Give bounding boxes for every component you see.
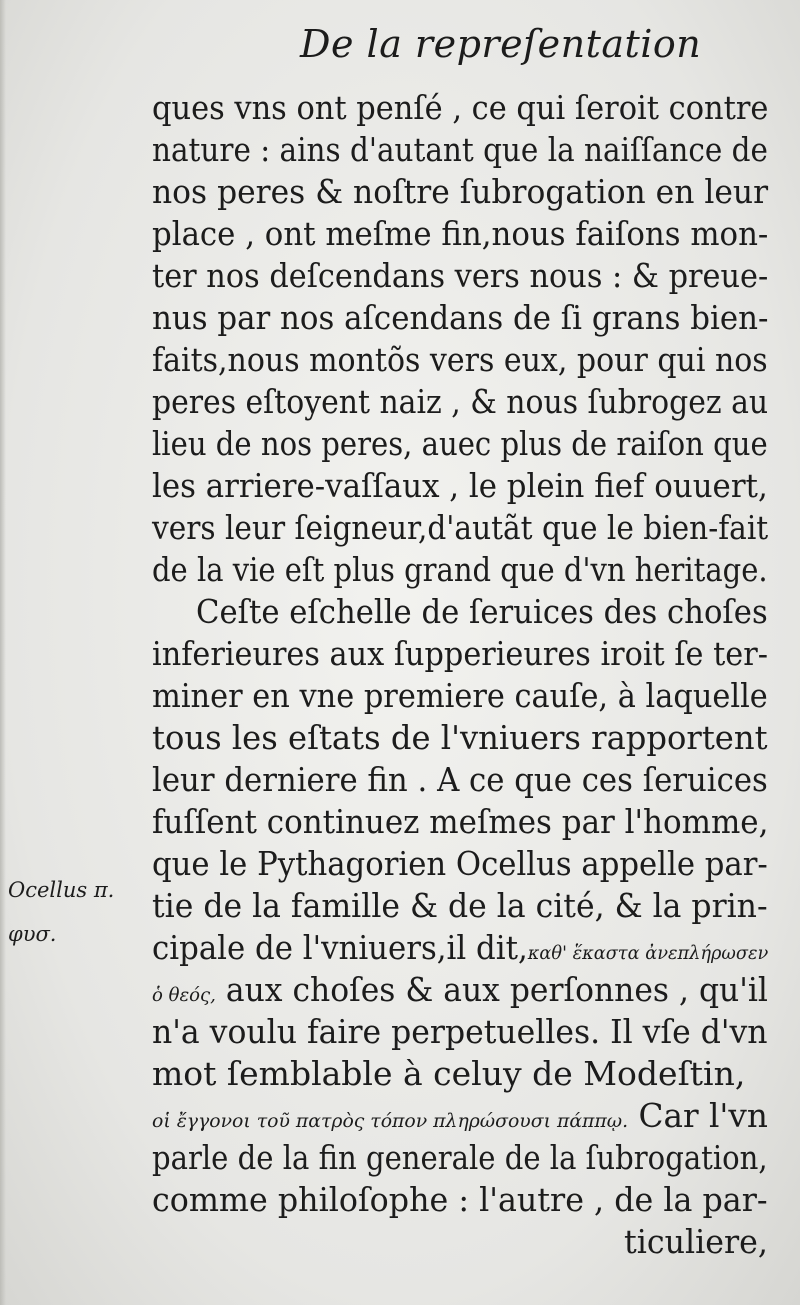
text-line-with-greek [152, 1096, 768, 1136]
greek-quotation: καθ' ἕκαστα ἀνεπλήρωσεν [527, 942, 769, 964]
text-line: peres eſtoyent naiz , & nous ſubrogez au [152, 382, 769, 421]
text-segment: aux choſes & aux perſonnes , qu'il [215, 970, 768, 1009]
text-line: vers leur ſeigneur,d'autãt que le bien-fait [152, 508, 769, 547]
greek-quotation: οἱ ἔγγονοι τοῦ πατρὸς τόπον πληρώσουσι πάππῳ. [152, 1110, 629, 1132]
text-line-with-greek [152, 928, 768, 968]
text-line: les arriere-vaſſaux , le plein fief ouuert, [152, 466, 768, 505]
text-line: faits,nous montõs vers eux, pour qui nos [152, 340, 768, 379]
text-segment: Car l'vn [628, 1096, 768, 1135]
text-line: place , ont meſme fin,nous faiſons mon- [152, 214, 769, 253]
text-line: tous les eſtats de l'vniuers rapportent [152, 718, 768, 757]
catchword-line: ticuliere, [624, 1222, 768, 1261]
text-line: nos peres & noſtre ſubrogation en leur [152, 172, 769, 211]
text-line: fuſſent continuez meſmes par l'homme, [152, 802, 769, 841]
running-head: De la repreſentation [300, 22, 702, 66]
text-line: lieu de nos peres, auec plus de raiſon que [152, 424, 768, 463]
text-line: ter nos deſcendans vers nous : & preue- [152, 256, 769, 295]
paragraph-start-line: Ceſte eſchelle de ſeruices des choſes [196, 592, 768, 631]
text-line: n'a voulu faire perpetuelles. Il vſe d'vn [152, 1012, 768, 1051]
page-edge-shadow [0, 0, 6, 1305]
text-line: miner en vne premiere cauſe, à laquelle [152, 676, 768, 715]
text-segment: cipale de l'vniuers,il dit, [152, 928, 528, 967]
text-line: mot ſemblable à celuy de Modeſtin, [152, 1054, 746, 1093]
text-line: que le Pythagorien Ocellus appelle par- [152, 844, 768, 883]
text-line-with-greek [152, 970, 768, 1010]
text-line: leur derniere fin . A ce que ces ſeruices [152, 760, 768, 799]
text-line: ques vns ont penſé , ce qui ſeroit contre [152, 88, 769, 127]
text-line: nature : ains d'autant que la naiſſance de [152, 130, 768, 169]
text-line: parle de la fin generale de la ſubrogation, [152, 1138, 768, 1177]
greek-quotation: ὁ θεός, [152, 984, 216, 1006]
text-line: inferieures aux ſupperieures iroit ſe ter- [152, 634, 768, 673]
text-line: de la vie eſt plus grand que d'vn heritage. [152, 550, 768, 589]
text-line: comme philoſophe : l'autre , de la par- [152, 1180, 768, 1219]
margin-note-line-2: φυσ. [8, 922, 57, 946]
margin-note-line-1: Ocellus π. [8, 878, 115, 902]
text-line: tie de la famille & de la cité, & la prin- [152, 886, 768, 925]
text-line: nus par nos aſcendans de ſi grans bien- [152, 298, 769, 337]
